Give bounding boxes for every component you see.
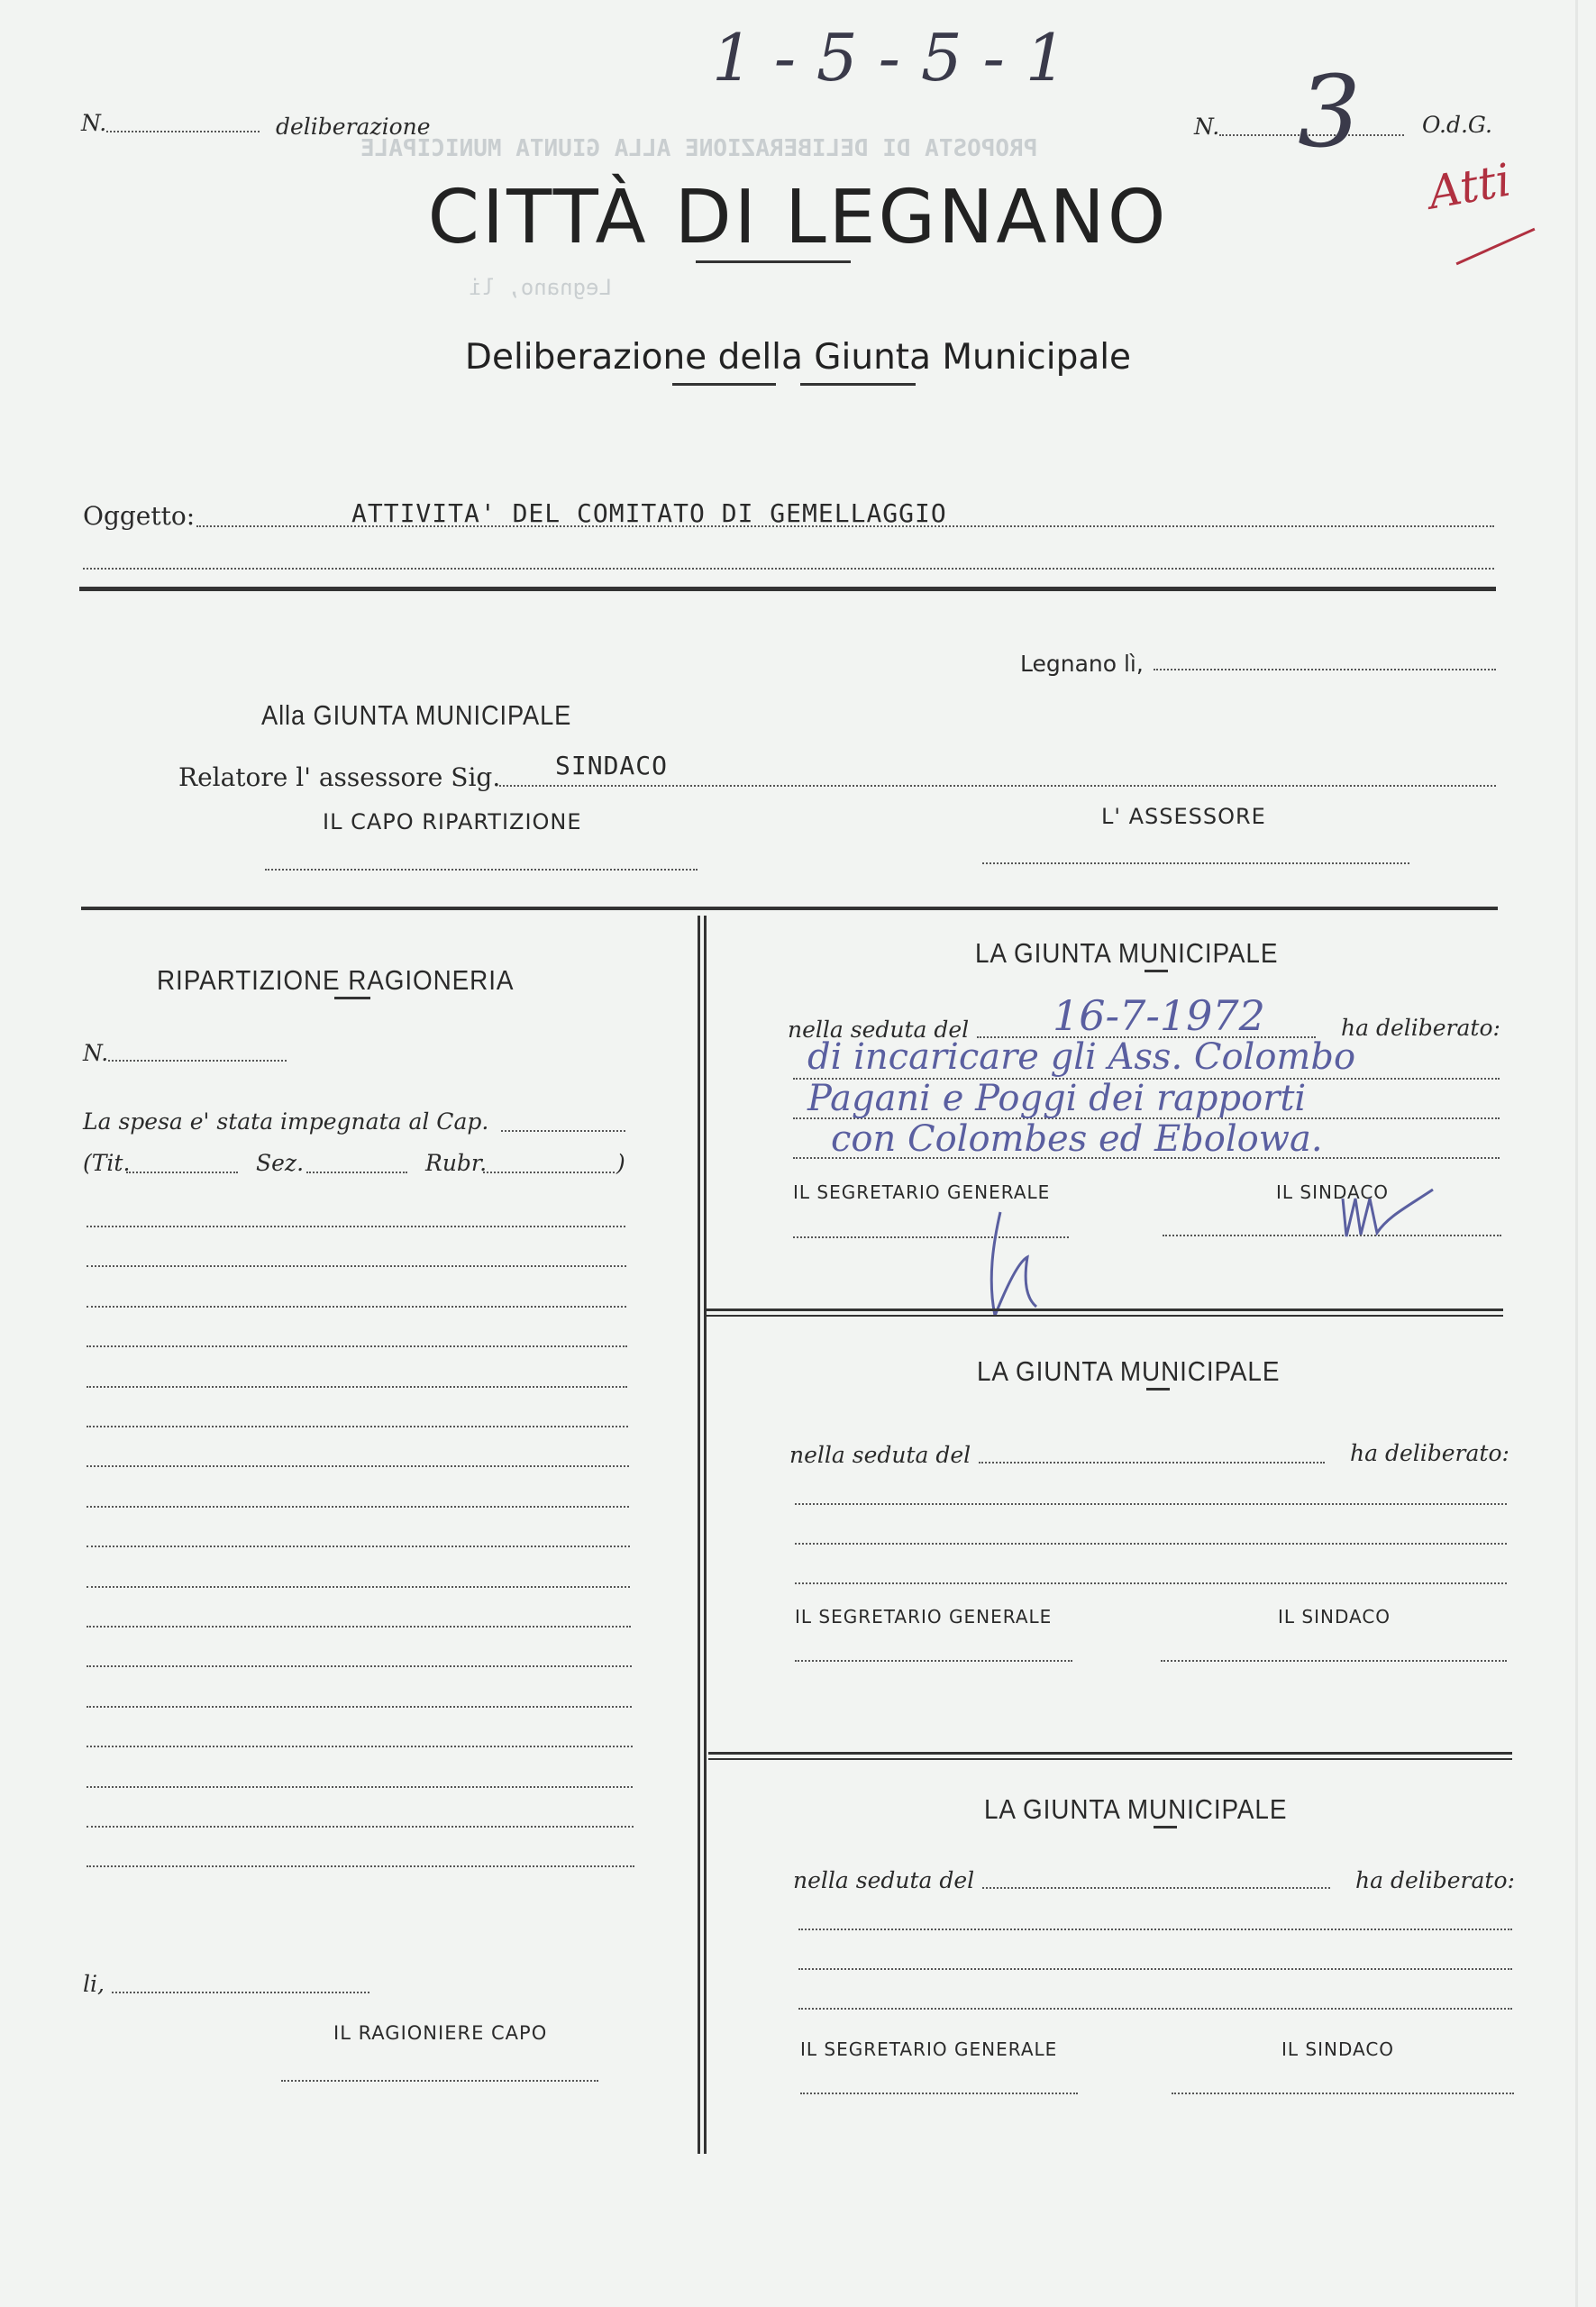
giunta-block-3-segretario-line (800, 2093, 1078, 2094)
ragioneria-ruled-line (87, 1426, 628, 1427)
giunta-block-2-sindaco-line (1161, 1660, 1507, 1662)
title-underline (696, 260, 851, 263)
spesa-label: La spesa e' stata impegnata al Cap. (83, 1108, 489, 1135)
oggetto-value: ATTIVITA' DEL COMITATO DI GEMELLAGGIO (351, 498, 947, 528)
giunta-block-1-sindaco: IL SINDACO (1276, 1181, 1390, 1203)
ragioneria-li-label: li, (83, 1971, 105, 1997)
ragioneria-li-line (112, 1992, 369, 1993)
oggetto-line-2 (83, 568, 1494, 570)
city-title: CITTÀ DI LEGNANO (427, 175, 1169, 260)
signature-sindaco (1334, 1181, 1442, 1244)
giunta-separator-1a (707, 1309, 1503, 1311)
tit-line (126, 1172, 238, 1173)
assessore-label: L' ASSESSORE (1101, 804, 1266, 829)
giunta-block-1-deliberato-label: ha deliberato: (1341, 1015, 1500, 1041)
giunta-block-2-underline (1146, 1388, 1170, 1391)
giunta-block-2-line-3 (795, 1582, 1507, 1584)
deliberazione-label: deliberazione (276, 114, 431, 140)
ragioneria-ruled-line (87, 1345, 627, 1347)
giunta-block-2-segretario: IL SEGRETARIO GENERALE (795, 1606, 1053, 1628)
giunta-block-3-line-3 (798, 2008, 1512, 2010)
giunta-block-1-segretario: IL SEGRETARIO GENERALE (793, 1181, 1051, 1203)
alla-giunta-label: Alla GIUNTA MUNICIPALE (261, 699, 572, 731)
subtitle-underline-1 (672, 383, 776, 386)
giunta-block-1-hand-line-1: di incaricare gli Ass. Colombo (807, 1036, 1356, 1078)
giunta-block-1-seduta-date: 16-7-1972 (1053, 991, 1265, 1040)
giunta-block-1-underline (1145, 970, 1168, 972)
giunta-block-1-seduta-label: nella seduta del (788, 1017, 970, 1043)
rubr-label: Rubr. (425, 1150, 488, 1176)
giunta-block-1-hand-line-2: Pagani e Poggi dei rapporti (807, 1078, 1307, 1119)
n-label: N. (81, 110, 107, 136)
ragioneria-ruled-line (87, 1386, 627, 1388)
ragioneria-n-line (108, 1060, 287, 1062)
main-separator (81, 907, 1498, 910)
ragioneria-ruled-line (87, 1746, 633, 1747)
giunta-block-2-segretario-line (795, 1660, 1072, 1662)
ghost-line: Legnano, li (469, 275, 612, 300)
ragioniere-line (281, 2080, 598, 2082)
oggetto-label: Oggetto: (83, 501, 196, 531)
giunta-block-2-seduta-line (979, 1462, 1325, 1464)
subtitle: Deliberazione della Giunta Municipale (464, 337, 1132, 378)
header-separator (79, 587, 1496, 591)
giunta-block-3-line-2 (798, 1968, 1512, 1970)
ragioneria-ruled-line (87, 1465, 629, 1467)
ragioniere-label: IL RAGIONIERE CAPO (333, 2022, 548, 2044)
relatore-line (499, 785, 1496, 787)
legnano-li-label: Legnano lì, (1020, 651, 1144, 677)
ragioneria-ruled-line (87, 1226, 625, 1227)
ragioneria-ruled-line (87, 1706, 632, 1708)
sez-label: Sez. (256, 1150, 305, 1176)
ragioneria-underline (334, 997, 370, 999)
assessore-line (982, 862, 1409, 864)
signature-segretario (982, 1208, 1054, 1325)
relatore-value: SINDACO (555, 751, 669, 780)
giunta-block-3-sindaco: IL SINDACO (1281, 2038, 1395, 2060)
ragioneria-ruled-line (87, 1665, 632, 1667)
rubr-line (483, 1172, 615, 1173)
legnano-li-line (1154, 669, 1496, 670)
capo-ripartizione-line (265, 869, 698, 871)
n2-label: N. (1194, 114, 1220, 140)
ragioneria-ruled-line (87, 1306, 626, 1308)
giunta-block-3-title: LA GIUNTA MUNICIPALE (984, 1793, 1288, 1825)
giunta-block-1-sindaco-line (1163, 1235, 1501, 1236)
giunta-block-3-segretario: IL SEGRETARIO GENERALE (800, 2038, 1058, 2060)
ragioneria-ruled-line (87, 1265, 626, 1267)
giunta-block-3-sindaco-line (1172, 2093, 1514, 2094)
ghost-heading: PROPOSTA DI DELIBERAZIONE ALLA GIUNTA MUNICIPALE (360, 135, 1038, 162)
ragioneria-ruled-line (87, 1586, 630, 1588)
column-divider-b (704, 916, 707, 2154)
giunta-separator-2b (708, 1758, 1512, 1760)
column-divider-a (698, 916, 700, 2154)
giunta-block-1-title: LA GIUNTA MUNICIPALE (975, 937, 1279, 969)
giunta-block-3-line-1 (798, 1929, 1512, 1930)
ragioneria-ruled-line (87, 1626, 631, 1628)
giunta-block-2-line-2 (795, 1543, 1507, 1545)
ragioneria-ruled-line (87, 1786, 633, 1788)
giunta-block-2-seduta-label: nella seduta del (789, 1442, 971, 1468)
giunta-separator-1b (707, 1315, 1503, 1317)
red-mark: Atti (1424, 153, 1515, 220)
giunta-block-2-title: LA GIUNTA MUNICIPALE (977, 1355, 1281, 1387)
giunta-block-2-sindaco: IL SINDACO (1278, 1606, 1391, 1628)
handwritten-number: 3 (1298, 54, 1361, 169)
ragioneria-ruled-line (87, 1865, 634, 1867)
giunta-block-2-line-1 (795, 1503, 1507, 1505)
giunta-block-3-deliberato-label: ha deliberato: (1355, 1867, 1515, 1893)
handwritten-code: 1 - 5 - 5 - 1 (712, 20, 1067, 96)
giunta-block-3-underline (1154, 1826, 1177, 1828)
tit-label: (Tit. (83, 1150, 131, 1176)
rubr-close-paren: ) (616, 1150, 625, 1176)
giunta-separator-2a (708, 1752, 1512, 1755)
spesa-cap-line (501, 1130, 625, 1132)
giunta-block-1-hand-line-3: con Colombes ed Ebolowa. (831, 1118, 1323, 1160)
ragioneria-ruled-line (87, 1546, 630, 1547)
sez-line (306, 1172, 407, 1173)
giunta-block-2-deliberato-label: ha deliberato: (1350, 1440, 1509, 1466)
n-line (106, 131, 260, 132)
giunta-block-3-seduta-line (982, 1887, 1330, 1889)
ragioneria-ruled-line (87, 1826, 634, 1828)
ragioneria-n-label: N. (83, 1040, 109, 1066)
ragioneria-title: RIPARTIZIONE RAGIONERIA (157, 964, 515, 996)
subtitle-underline-2 (800, 383, 916, 386)
giunta-block-3-seduta-label: nella seduta del (793, 1867, 975, 1893)
relatore-label: Relatore l' assessore Sig. (178, 762, 501, 792)
ragioneria-ruled-line (87, 1506, 629, 1508)
odg-label: O.d.G. (1422, 112, 1492, 138)
capo-ripartizione-label: IL CAPO RIPARTIZIONE (323, 809, 582, 834)
